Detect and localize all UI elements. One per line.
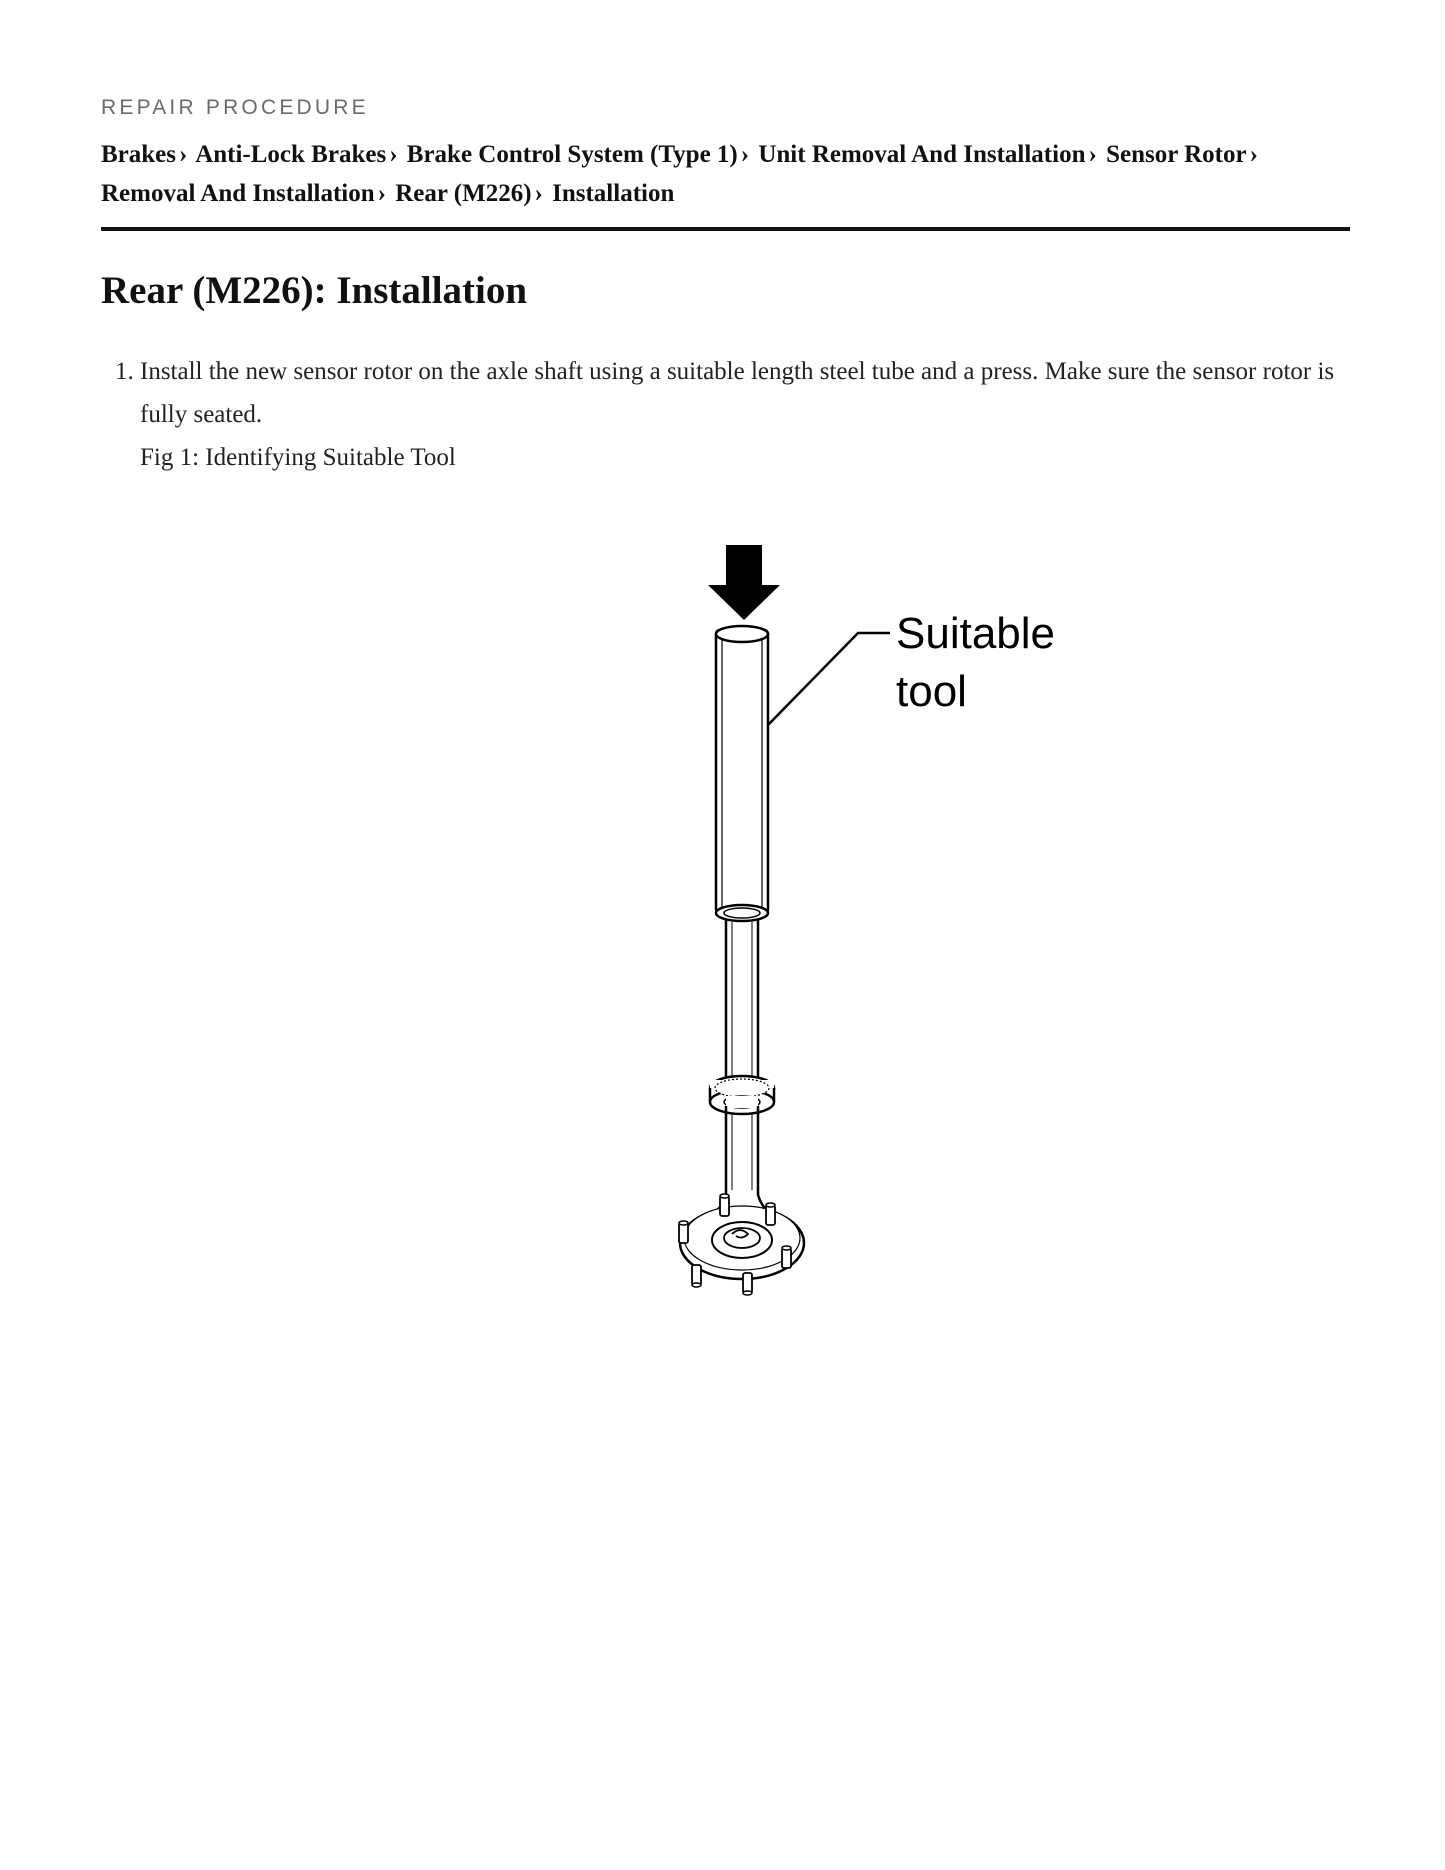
breadcrumb-separator: › [1249, 141, 1258, 168]
procedure-steps [101, 350, 1380, 479]
hub-stud [679, 1221, 688, 1243]
figure-caption: Fig 1: Identifying Suitable Tool [140, 444, 456, 471]
breadcrumb-separator: › [740, 141, 750, 168]
callout-leader-line [768, 633, 890, 725]
breadcrumb [101, 135, 1353, 213]
breadcrumb-item[interactable]: Unit Removal And Installation [758, 141, 1086, 168]
hub-stud [766, 1203, 775, 1225]
hub-stud [782, 1246, 791, 1268]
breadcrumb-separator: › [389, 141, 398, 168]
breadcrumb-separator: › [179, 141, 188, 168]
breadcrumb-item[interactable]: Sensor Rotor [1106, 141, 1247, 168]
axle-shaft [726, 920, 758, 1195]
callout-label-line2: tool [896, 667, 967, 716]
hub-stud [743, 1273, 752, 1295]
axle-hub [679, 1194, 804, 1295]
breadcrumb-item[interactable]: Brakes [101, 141, 176, 168]
page-title: Rear (M226): Installation [101, 269, 528, 312]
press-arrow-icon [708, 545, 780, 620]
sensor-rotor [710, 1076, 774, 1115]
step-text: Install the new sensor rotor on the axle shaft using a suitable length steel tube and a press. Make sure the sensor rotor is fully seated. [140, 358, 1335, 428]
breadcrumb-separator: › [534, 180, 543, 207]
breadcrumb-item[interactable]: Removal And Installation [101, 180, 375, 207]
hub-stud [692, 1265, 701, 1287]
breadcrumb-item[interactable]: Anti-Lock Brakes [195, 141, 387, 168]
breadcrumb-item[interactable]: Brake Control System (Type 1) [406, 141, 738, 168]
breadcrumb-item-current: Installation [552, 180, 675, 207]
figure-illustration [640, 540, 1100, 1320]
breadcrumb-separator: › [377, 180, 386, 207]
figure-suitable-tool [640, 540, 1100, 1320]
step-item [140, 350, 1380, 479]
section-eyebrow: REPAIR PROCEDURE [101, 96, 369, 119]
header-divider [101, 227, 1350, 231]
breadcrumb-item[interactable]: Rear (M226) [395, 180, 532, 207]
steel-tube [716, 626, 768, 921]
callout-label-line1: Suitable [896, 609, 1056, 658]
breadcrumb-separator: › [1088, 141, 1097, 168]
hub-stud [720, 1194, 729, 1216]
